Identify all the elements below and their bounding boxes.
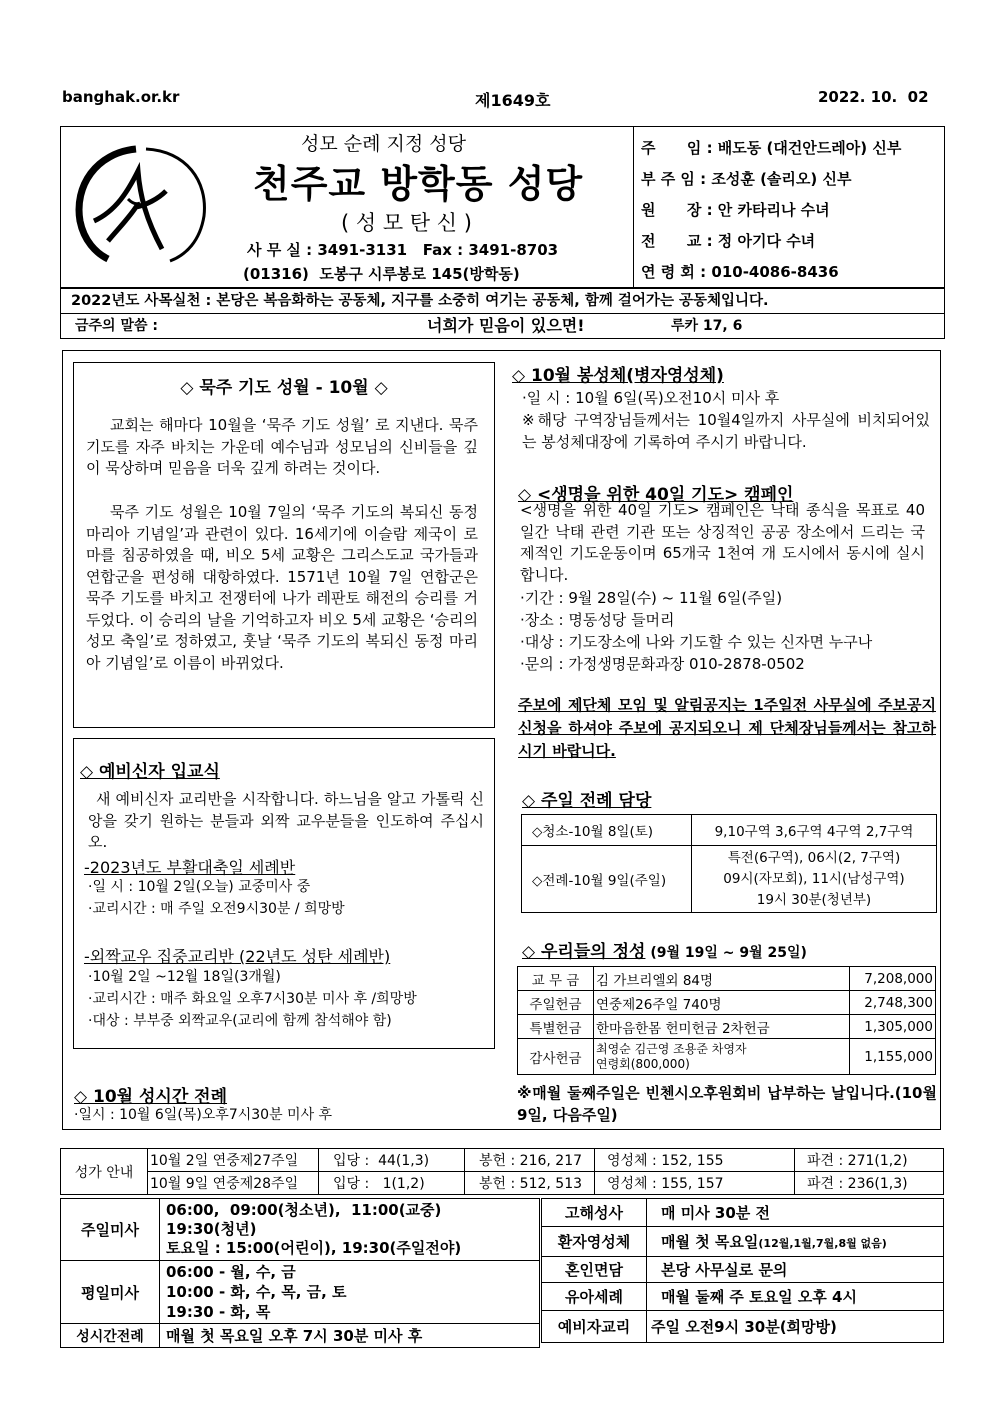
word-text: 너희가 믿음이 있으면!	[427, 316, 585, 335]
schedule-line: 19:30 - 화, 목	[166, 1303, 271, 1321]
pastoral-label: 2022년도 사목실천 :	[71, 293, 212, 309]
table-row	[542, 1283, 944, 1311]
offering-amount: 7,208,000	[850, 967, 936, 991]
catechumen-heading-1: -2023년도 부활대축일 세례반	[84, 858, 296, 877]
staff-name: : 조성훈 (솔리오) 신부	[700, 170, 852, 188]
choir-communion: 영성체 : 152, 155	[595, 1149, 795, 1172]
catechumen-box	[73, 738, 495, 1049]
word-ref: 루카 17, 6	[671, 318, 743, 334]
offering-detail: 연중제26주일 740명	[594, 991, 850, 1015]
life40-title: ◇ <생명을 위한 40일 기도> 캠페인	[518, 485, 794, 505]
rosary-title: ◇ 묵주 기도 성월 - 10월 ◇	[180, 378, 388, 398]
weekday-mass-times	[160, 1261, 540, 1324]
schedule-line: 06:00, 09:00(청소년), 11:00(교중)	[166, 1201, 442, 1219]
offering-category: 감사헌금	[518, 1039, 594, 1075]
catechumen-line: ·대상 : 부부중 외짝교우(교리에 함께 참석해야 함)	[88, 1013, 392, 1029]
table-row	[542, 1311, 944, 1343]
table-row	[518, 991, 936, 1015]
life40-line: ·문의 : 가정생명문화과장 010-2878-0502	[520, 655, 805, 673]
staff-name: : 010-4086-8436	[700, 263, 839, 281]
sacrament-schedule-table	[541, 1198, 944, 1343]
offering-note: ※매월 둘째주일은 빈첸시오후원회비 납부하는 날입니다.(10월 9일, 다음주일)	[517, 1084, 937, 1124]
holyhour-schedule: 매월 첫 목요일 오후 7시 30분 미사 후	[160, 1324, 540, 1348]
table-row	[518, 1039, 936, 1075]
table-row	[542, 1199, 944, 1227]
sunday-mass-times	[160, 1199, 540, 1261]
weekday-mass-label: 평일미사	[61, 1261, 160, 1324]
catechumen-line: ·일 시 : 10월 2일(오늘) 교중미사 중	[88, 879, 311, 895]
table-row	[522, 815, 937, 846]
liturgy-title: ◇ 주일 전례 담당	[522, 791, 652, 811]
holyhour-title: ◇ 10월 성시간 전례	[74, 1087, 228, 1107]
table-row	[61, 1261, 540, 1324]
table-row	[61, 1199, 540, 1261]
choir-offertory: 봉헌 : 216, 217	[465, 1149, 595, 1172]
office-address: (01316) 도봉구 시루봉로 145(방학동)	[243, 265, 520, 283]
offering-detail-line: 최영순 김근영 조용준 차영자	[596, 1041, 747, 1056]
staff-name: : 안 카타리나 수녀	[706, 201, 830, 219]
offering-amount: 1,305,000	[850, 1015, 936, 1039]
schedule-line: 19:30(청년)	[166, 1220, 257, 1238]
sacrament-label: 고해성사	[542, 1199, 647, 1227]
life40-line: ·장소 : 명동성당 들머리	[520, 611, 675, 629]
catechumen-line: ·교리시간 : 매주 화요일 오후7시30분 미사 후 /희망방	[88, 991, 417, 1007]
choir-recessional: 파견 : 271(1,2)	[795, 1149, 944, 1172]
sacrament-label: 혼인면담	[542, 1257, 647, 1283]
catechumen-title: ◇ 예비신자 입교식	[80, 762, 220, 782]
choir-entrance: 입당 : 44(1,3)	[319, 1149, 465, 1172]
liturgy-who: 9,10구역 3,6구역 4구역 2,7구역	[692, 815, 937, 846]
offering-table	[517, 966, 936, 1075]
offering-detail-line: 연령회(800,000)	[596, 1056, 690, 1071]
sacrament-value: 주일 오전9시 30분(희망방)	[647, 1311, 944, 1343]
rosary-paragraph-1: 교회는 해마다 10월을 ‘묵주 기도 성월’ 로 지낸다. 묵주기도를 자주 바치는 가운데 예수님과 성모님의 신비들을 깊이 묵상하며 믿음을 더욱 깊게 하려는 것이다.	[86, 416, 478, 477]
liturgy-day: ◇전례-10월 9일(주일)	[522, 846, 692, 913]
notice-text: 주보에 제단체 모임 및 알림공지는 1주일전 사무실에 주보공지 신청을 하셔야 주보에 공지되오니 제 단체장님들께서는 참고하시기 바랍니다.	[518, 696, 936, 760]
table-row	[61, 1149, 944, 1172]
life40-line: ·기간 : 9월 28일(수) ~ 11월 6일(주일)	[520, 589, 783, 607]
staff-role: 원 장	[641, 201, 702, 219]
sunday-mass-label: 주일미사	[61, 1199, 160, 1261]
offering-detail: 한마음한몸 헌미헌금 2차헌금	[594, 1015, 850, 1039]
schedule-line: 06:00 - 월, 수, 금	[166, 1263, 296, 1281]
choir-offertory: 봉헌 : 512, 513	[465, 1172, 595, 1195]
issue-number: 제1649호	[475, 91, 551, 110]
offering-heading	[522, 937, 807, 962]
offering-period: (9월 19일 ~ 9월 25일)	[645, 945, 807, 961]
sacrament-value-note: (12월,1월,7월,8월 없음)	[758, 1237, 887, 1250]
staff-role: 전 교	[641, 232, 702, 250]
catechumen-line: ·10월 2일 ~12월 18일(3개월)	[88, 969, 281, 985]
liturgy-table	[521, 814, 937, 913]
catechumen-line: ·교리시간 : 매 주일 오전9시30분 / 희망방	[88, 901, 345, 917]
sacrament-label: 예비자교리	[542, 1311, 647, 1343]
staff-name: : 정 아기다 수녀	[706, 232, 816, 250]
catechumen-intro: 새 예비신자 교리반을 시작합니다. 하느님을 알고 가톨릭 신앙을 갖기 원하는 분들과 외짝 교우분들을 인도하여 주십시오.	[88, 790, 484, 851]
offering-category: 특별헌금	[518, 1015, 594, 1039]
pastoral-motto	[60, 288, 945, 314]
weekly-word	[60, 313, 945, 339]
office-phone: 사 무 실 : 3491-3131 Fax : 3491-8703	[247, 241, 559, 259]
choir-entrance: 입당 : 1(1,2)	[319, 1172, 465, 1195]
staff-role: 연 령 회	[641, 263, 695, 281]
sacrament-label: 유아세례	[542, 1283, 647, 1311]
table-row	[542, 1227, 944, 1257]
masthead	[60, 126, 945, 288]
mass-schedule-table	[60, 1198, 540, 1348]
choir-sunday: 10월 9일 연중제28주일	[148, 1172, 319, 1195]
pastoral-text: 본당은 복음화하는 공동체, 지구를 소중히 여기는 공동체, 함께 걸어가는 공동체입니다.	[211, 293, 769, 309]
rosary-paragraph-2: 묵주 기도 성월은 10월 7일의 ‘묵주 기도의 복되신 동정 마리아 기념일’과 관련이 있다. 16세기에 이슬람 제국이 로마를 침공하였을 때, 비오 5세 교황은 그리스도교 국가들과 연합군을 편성해 대항하였다. 1571년 10월 7일 연합군은 묵주 기도를 바치고 전쟁터에 나가 레판토 해전의 승리를 거두었다. 이 승리의 날을 기억하고자 비오 5세 교황은 ‘승리의 성모 축일’로 정하였고, 훗날 ‘묵주 기도의 복되신 동정 마리아 기념일’로 이름이 바뀌었다.	[86, 503, 478, 672]
life40-line: ·대상 : 기도장소에 나와 기도할 수 있는 신자면 누구나	[520, 633, 873, 651]
table-row	[61, 1324, 540, 1348]
rosary-box	[73, 362, 495, 728]
offering-amount: 2,748,300	[850, 991, 936, 1015]
table-row	[518, 1015, 936, 1039]
liturgy-who	[692, 846, 937, 913]
liturgy-who-line: 특전(6구역), 06시(2, 7구역)	[727, 849, 901, 866]
offering-category: 주일헌금	[518, 991, 594, 1015]
schedule-line: 10:00 - 화, 수, 목, 금, 토	[166, 1283, 347, 1301]
offering-title: ◇ 우리들의 정성	[522, 942, 646, 962]
sacrament-value: 매 미사 30분 전	[647, 1199, 944, 1227]
table-row	[61, 1172, 944, 1195]
sacrament-value	[647, 1227, 944, 1257]
anointing-line-2: ※해당 구역장님들께서는 10월4일까지 사무실에 비치되어있는 봉성체대장에 기록하여 주시기 바랍니다.	[522, 411, 930, 451]
holyhour-label: 성시간전례	[61, 1324, 160, 1348]
issue-date: 2022. 10. 02	[818, 88, 929, 106]
table-row	[542, 1257, 944, 1283]
parish-logo-icon	[66, 141, 216, 269]
staff-role: 부 주 임	[641, 170, 695, 188]
anointing-line-1: ·일 시 : 10월 6일(목)오전10시 미사 후	[522, 389, 780, 407]
staff-name: : 배도동 (대건안드레아) 신부	[706, 139, 902, 157]
staff-role: 주 임	[641, 139, 702, 157]
parish-title: 천주교 방학동 성당	[253, 162, 584, 206]
masthead-divider	[633, 127, 634, 289]
table-row	[522, 846, 937, 913]
offering-detail: 김 가브리엘외 84명	[594, 967, 850, 991]
offering-detail	[594, 1039, 850, 1075]
catechumen-heading-2: -외짝교우 집중교리반 (22년도 성탄 세례반)	[84, 947, 391, 966]
choir-table	[60, 1148, 944, 1195]
anointing-title: ◇ 10월 봉성체(병자영성체)	[512, 366, 724, 386]
choir-recessional: 파견 : 236(1,3)	[795, 1172, 944, 1195]
sacrament-value-text: 매월 첫 목요일	[661, 1233, 759, 1251]
table-row	[518, 967, 936, 991]
sacrament-value: 매월 둘째 주 토요일 오후 4시	[647, 1283, 944, 1311]
holyhour-text: ·일시 : 10월 6일(목)오후7시30분 미사 후	[74, 1107, 333, 1123]
liturgy-day: ◇청소-10월 8일(토)	[522, 815, 692, 846]
choir-communion: 영성체 : 155, 157	[595, 1172, 795, 1195]
offering-amount: 1,155,000	[850, 1039, 936, 1075]
sacrament-value: 본당 사무실로 문의	[647, 1257, 944, 1283]
site-url: banghak.or.kr	[62, 88, 180, 106]
liturgy-who-line: 19시 30분(청년부)	[756, 891, 872, 908]
life40-paragraph: <생명을 위한 40일 기도> 캠페인은 낙태 종식을 목표로 40일간 낙태 관련 기관 또는 상징적인 공공 장소에서 드리는 국제적인 기도운동이며 65개국 1천여 개 도시에서 동시에 실시합니다.	[520, 501, 925, 584]
masthead-tagline: ( 성 모 탄 신 )	[341, 211, 472, 235]
staff-list	[641, 133, 901, 288]
masthead-subtitle: 성모 순례 지정 성당	[301, 133, 466, 155]
choir-sunday: 10월 2일 연중제27주일	[148, 1149, 319, 1172]
schedule-line: 토요일 : 15:00(어린이), 19:30(주일전야)	[166, 1239, 462, 1257]
choir-label: 성가 안내	[61, 1149, 148, 1195]
liturgy-who-line: 09시(자모회), 11시(남성구역)	[723, 870, 905, 887]
sacrament-label: 환자영성체	[542, 1227, 647, 1257]
offering-category: 교 무 금	[518, 967, 594, 991]
word-label: 금주의 말씀 :	[75, 318, 158, 334]
